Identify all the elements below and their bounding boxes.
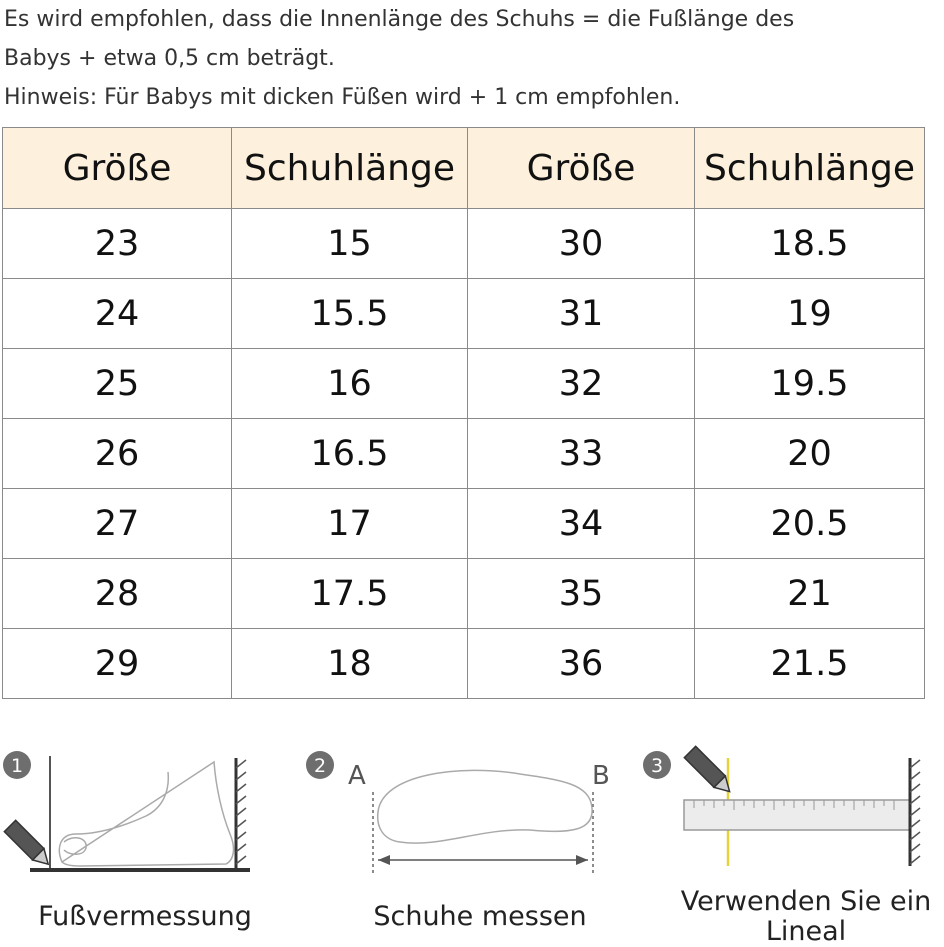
table-row	[3, 419, 925, 489]
step-1-label: Fußvermessung	[38, 901, 252, 932]
intro-text	[4, 0, 940, 117]
table-cell: 34	[468, 489, 695, 559]
header-length-1: Schuhlänge	[232, 128, 468, 209]
table-row	[3, 489, 925, 559]
table-row	[3, 279, 925, 349]
table-row	[3, 349, 925, 419]
table-cell: 15.5	[232, 279, 468, 349]
table-cell: 25	[3, 349, 232, 419]
table-cell: 18	[232, 629, 468, 699]
point-b-label: B	[592, 761, 610, 791]
table-cell: 15	[232, 209, 468, 279]
step-2-label: Schuhe messen	[373, 901, 587, 932]
intro-line-3: Hinweis: Für Babys mit dicken Füßen wird + 1 cm empfohlen.	[4, 85, 681, 110]
table-cell: 20.5	[695, 489, 925, 559]
table-cell: 16.5	[232, 419, 468, 489]
table-cell: 29	[3, 629, 232, 699]
table-row	[3, 559, 925, 629]
step-1-number: 1	[10, 755, 24, 777]
table-cell: 21	[695, 559, 925, 629]
table-cell: 16	[232, 349, 468, 419]
table-cell: 31	[468, 279, 695, 349]
table-cell: 20	[695, 419, 925, 489]
step-2	[300, 744, 620, 944]
shoe-measure-icon	[300, 744, 620, 884]
table-row	[3, 209, 925, 279]
table-cell: 26	[3, 419, 232, 489]
table-cell: 24	[3, 279, 232, 349]
step-3-label: Verwenden Sie ein Lineal	[680, 886, 932, 947]
step-2-number: 2	[313, 755, 327, 777]
step-3-number: 3	[650, 755, 664, 777]
table-cell: 23	[3, 209, 232, 279]
table-cell: 18.5	[695, 209, 925, 279]
step-1	[0, 744, 270, 944]
table-cell: 19	[695, 279, 925, 349]
header-size-2: Größe	[468, 128, 695, 209]
step-3	[640, 744, 940, 947]
table-cell: 21.5	[695, 629, 925, 699]
table-cell: 17	[232, 489, 468, 559]
table-cell: 35	[468, 559, 695, 629]
table-cell: 33	[468, 419, 695, 489]
intro-line-1: Es wird empfohlen, dass die Innenlänge des Schuhs = die Fußlänge des	[4, 7, 795, 32]
table-cell: 36	[468, 629, 695, 699]
table-header-row	[3, 128, 925, 209]
table-cell: 19.5	[695, 349, 925, 419]
header-size-1: Größe	[3, 128, 232, 209]
table-cell: 27	[3, 489, 232, 559]
point-a-label: A	[348, 761, 366, 791]
foot-measure-icon	[0, 744, 270, 884]
intro-line-2: Babys + etwa 0,5 cm beträgt.	[4, 46, 335, 71]
ruler-icon	[640, 744, 940, 884]
table-cell: 30	[468, 209, 695, 279]
table-cell: 28	[3, 559, 232, 629]
header-length-2: Schuhlänge	[695, 128, 925, 209]
table-row	[3, 629, 925, 699]
table-cell: 17.5	[232, 559, 468, 629]
size-table	[2, 127, 925, 699]
table-cell: 32	[468, 349, 695, 419]
